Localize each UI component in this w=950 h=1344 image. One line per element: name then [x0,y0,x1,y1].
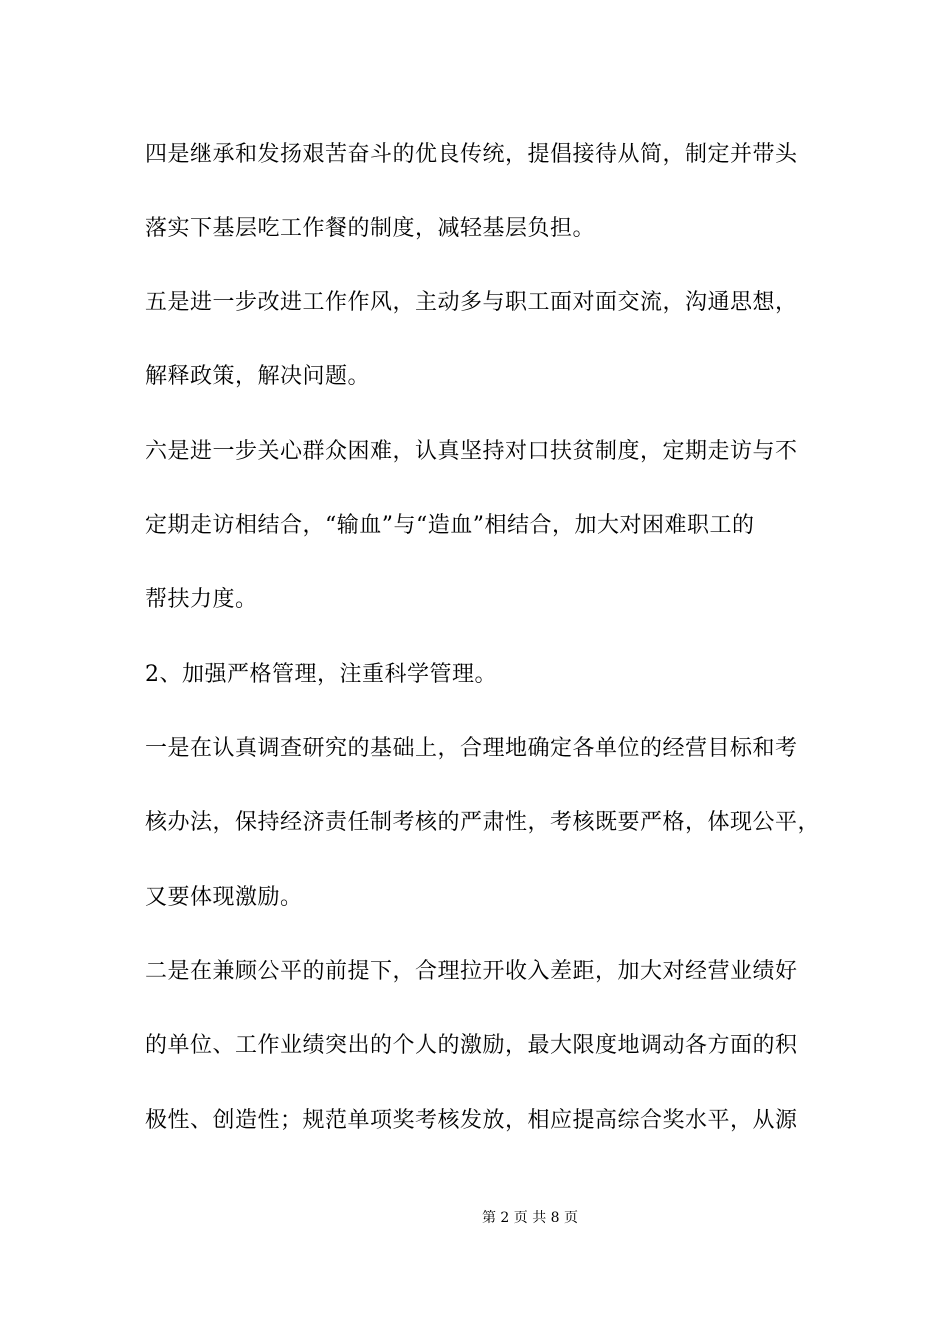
text-line: 二是在兼顾公平的前提下，合理拉开收入差距，加大对经营业绩好 [145,959,798,984]
text-line: 定期走访相结合，“输血”与“造血”相结合，加大对困难职工的 [145,513,755,538]
text-line: 五是进一步改进工作作风，主动多与职工面对面交流，沟通思想， [145,290,798,315]
text-line: 极性、创造性；规范单项奖考核发放，相应提高综合奖水平，从源 [145,1108,798,1133]
page-number-footer: 第 2 页 共 8 页 [481,1210,579,1226]
text-line: 又要体现激励。 [145,885,303,910]
text-line: 一是在认真调查研究的基础上，合理地确定各单位的经营目标和考 [145,736,798,761]
section-heading: 2、加强严格管理，注重科学管理。 [145,662,497,687]
text-line: 核办法，保持经济责任制考核的严肃性，考核既要严格，体现公平， [145,810,821,835]
text-line: 解释政策，解决问题。 [145,364,371,389]
text-line: 落实下基层吃工作餐的制度，减轻基层负担。 [145,216,596,241]
text-line: 的单位、工作业绩突出的个人的激励，最大限度地调动各方面的积 [145,1033,798,1058]
text-line: 六是进一步关心群众困难，认真坚持对口扶贫制度，定期走访与不 [145,439,798,464]
text-line: 帮扶力度。 [145,587,258,612]
text-line: 四是继承和发扬艰苦奋斗的优良传统，提倡接待从简，制定并带头 [145,142,798,167]
